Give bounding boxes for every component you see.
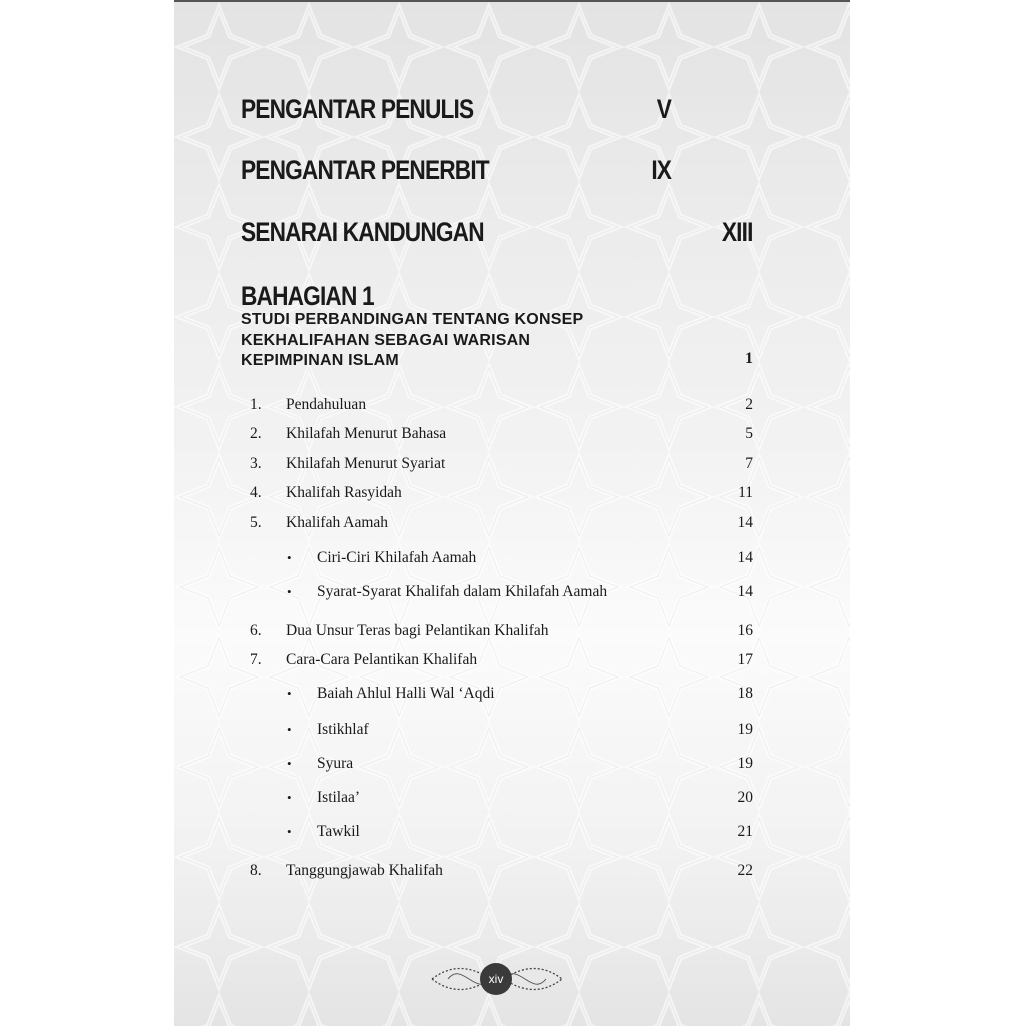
heading-title: PENGANTAR PENERBIT bbox=[241, 155, 489, 185]
bullet-icon: • bbox=[287, 824, 292, 839]
entry-page: 14 bbox=[737, 514, 753, 531]
entry-title: Khalifah Aamah bbox=[286, 514, 389, 531]
toc-content bbox=[174, 2, 850, 1026]
part-subtitle-line: KEKHALIFAHAN SEBAGAI WARISAN bbox=[241, 331, 531, 349]
entry-page: 18 bbox=[737, 685, 753, 702]
toc-subentry bbox=[174, 683, 850, 705]
entry-page: 16 bbox=[737, 622, 753, 639]
toc-entry bbox=[174, 394, 850, 416]
entry-number: 2. bbox=[250, 425, 262, 442]
entry-title: Syarat-Syarat Khalifah dalam Khilafah Aamah bbox=[317, 583, 608, 600]
toc-entry bbox=[174, 453, 850, 475]
entry-page: 22 bbox=[737, 862, 753, 879]
part-title: BAHAGIAN 1 bbox=[241, 281, 374, 311]
entry-title: Pendahuluan bbox=[286, 396, 367, 413]
toc-subentry bbox=[174, 581, 850, 603]
toc-subentry bbox=[174, 753, 850, 775]
toc-subentry bbox=[174, 719, 850, 741]
part-subtitle bbox=[241, 310, 661, 372]
toc-heading-pengantar-penerbit bbox=[241, 155, 671, 185]
entry-number: 5. bbox=[250, 514, 262, 531]
toc-heading-senarai-kandungan bbox=[241, 217, 753, 247]
bullet-icon: • bbox=[287, 550, 292, 565]
book-page bbox=[174, 0, 850, 1026]
entry-page: 7 bbox=[745, 455, 753, 472]
entry-title: Tawkil bbox=[317, 823, 360, 840]
toc-entry bbox=[174, 649, 850, 671]
toc-entry bbox=[174, 482, 850, 504]
entry-title: Baiah Ahlul Halli Wal ‘Aqdi bbox=[317, 685, 495, 702]
entry-page: 19 bbox=[737, 755, 753, 772]
entry-title: Istikhlaf bbox=[317, 721, 369, 738]
toc-entry bbox=[174, 860, 850, 882]
heading-page: IX bbox=[651, 155, 672, 185]
entry-title: Khalifah Rasyidah bbox=[286, 484, 402, 501]
bullet-icon: • bbox=[287, 686, 292, 701]
heading-title: PENGANTAR PENULIS bbox=[241, 94, 474, 124]
bullet-icon: • bbox=[287, 790, 292, 805]
entry-title: Khilafah Menurut Syariat bbox=[286, 455, 446, 472]
page-number: xiv bbox=[480, 963, 512, 995]
page-footer bbox=[430, 957, 564, 1001]
entry-title: Dua Unsur Teras bagi Pelantikan Khalifah bbox=[286, 622, 549, 639]
entry-number: 8. bbox=[250, 862, 262, 879]
entry-page: 21 bbox=[737, 823, 753, 840]
heading-page: XIII bbox=[721, 217, 753, 247]
toc-heading-pengantar-penulis bbox=[241, 94, 671, 124]
entry-page: 5 bbox=[745, 425, 753, 442]
bullet-icon: • bbox=[287, 756, 292, 771]
entry-title: Ciri-Ciri Khilafah Aamah bbox=[317, 549, 477, 566]
toc-subentry bbox=[174, 547, 850, 569]
entry-title: Istilaa’ bbox=[317, 789, 361, 806]
entry-number: 1. bbox=[250, 396, 262, 413]
toc-subentry bbox=[174, 821, 850, 843]
entry-number: 6. bbox=[250, 622, 262, 639]
bullet-icon: • bbox=[287, 722, 292, 737]
entry-number: 4. bbox=[250, 484, 262, 501]
toc-entry bbox=[174, 423, 850, 445]
entry-page: 17 bbox=[737, 651, 753, 668]
entry-title: Khilafah Menurut Bahasa bbox=[286, 425, 447, 442]
toc-entry bbox=[174, 512, 850, 534]
entry-title: Syura bbox=[317, 755, 354, 772]
toc-entry bbox=[174, 620, 850, 642]
entry-page: 19 bbox=[737, 721, 753, 738]
part-page-number: 1 bbox=[745, 350, 753, 367]
entry-number: 7. bbox=[250, 651, 262, 668]
heading-page: V bbox=[656, 94, 672, 124]
heading-title: SENARAI KANDUNGAN bbox=[241, 217, 484, 247]
entry-number: 3. bbox=[250, 455, 262, 472]
entry-page: 14 bbox=[737, 549, 753, 566]
entry-page: 11 bbox=[738, 484, 753, 501]
entry-page: 14 bbox=[737, 583, 753, 600]
entry-page: 2 bbox=[745, 396, 753, 413]
entry-title: Tanggungjawab Khalifah bbox=[286, 862, 443, 879]
part-subtitle-line: STUDI PERBANDINGAN TENTANG KONSEP bbox=[241, 311, 584, 328]
toc-subentry bbox=[174, 787, 850, 809]
part-subtitle-line: KEPIMPINAN ISLAM bbox=[241, 352, 399, 369]
entry-page: 20 bbox=[737, 789, 753, 806]
bullet-icon: • bbox=[287, 584, 292, 599]
entry-title: Cara-Cara Pelantikan Khalifah bbox=[286, 651, 478, 668]
